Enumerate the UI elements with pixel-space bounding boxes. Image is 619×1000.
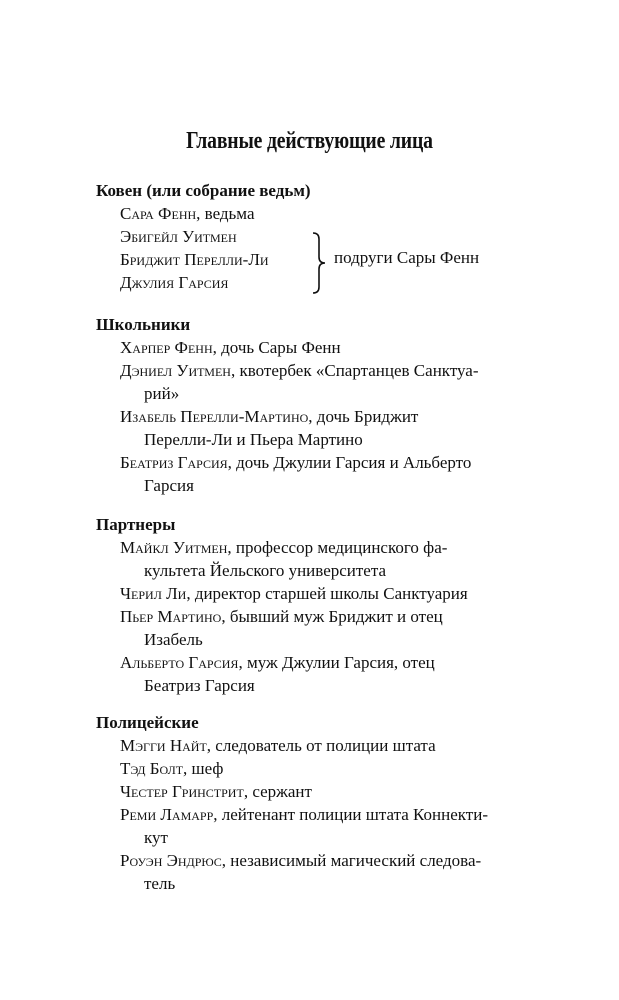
character-entry: Дэниел Уитмен, квотербек «Спартанцев Санктуа- рий» (120, 361, 479, 403)
character-entry: Альберто Гарсия, муж Джулии Гарсия, отец Беатриз Гарсия (120, 653, 435, 695)
character-entry: Эбигейл Уитмен (120, 227, 237, 246)
section-heading: Ковен (или собрание ведьм) (96, 181, 311, 200)
character-entry: Джулия Гарсия (120, 273, 229, 292)
character-entry: Пьер Мартино, бывший муж Бриджит и отец Изабель (120, 607, 443, 649)
character-entry: Изабель Перелли-Мартино, дочь Бриджит Перелли-Ли и Пьера Мартино (120, 407, 419, 449)
character-entry: Майкл Уитмен, профессор медицинского фа- культета Йельского университета (120, 538, 448, 580)
section-heading: Партнеры (96, 515, 176, 534)
curly-brace-icon (310, 232, 330, 294)
section-heading: Школьники (96, 315, 191, 334)
character-entry: Сара Фенн, ведьма (120, 204, 255, 223)
character-entry: Мэгги Найт, следователь от полиции штата (120, 736, 436, 755)
character-entry: Роуэн Эндрюс, независимый магический следова- тель (120, 851, 482, 893)
section-police (96, 712, 488, 895)
page-title: Главные действующие лица (186, 128, 433, 154)
character-entry: Черил Ли, директор старшей школы Санктуария (120, 584, 468, 603)
section-coven (96, 180, 311, 294)
section-heading: Полицейские (96, 713, 199, 732)
character-entry: Харпер Фенн, дочь Сары Фенн (120, 338, 341, 357)
character-entry: Реми Ламарр, лейтенант полиции штата Коннекти- кут (120, 805, 488, 847)
character-entry: Бриджит Перелли-Ли (120, 250, 269, 269)
coven-group-label: подруги Сары Фенн (334, 248, 480, 267)
character-entry: Честер Гринстрит, сержант (120, 782, 312, 801)
character-entry: Беатриз Гарсия, дочь Джулии Гарсия и Альберто Гарсия (120, 453, 472, 495)
character-entry: Тэд Болт, шеф (120, 759, 224, 778)
section-partners (96, 514, 468, 697)
section-students (96, 314, 479, 497)
